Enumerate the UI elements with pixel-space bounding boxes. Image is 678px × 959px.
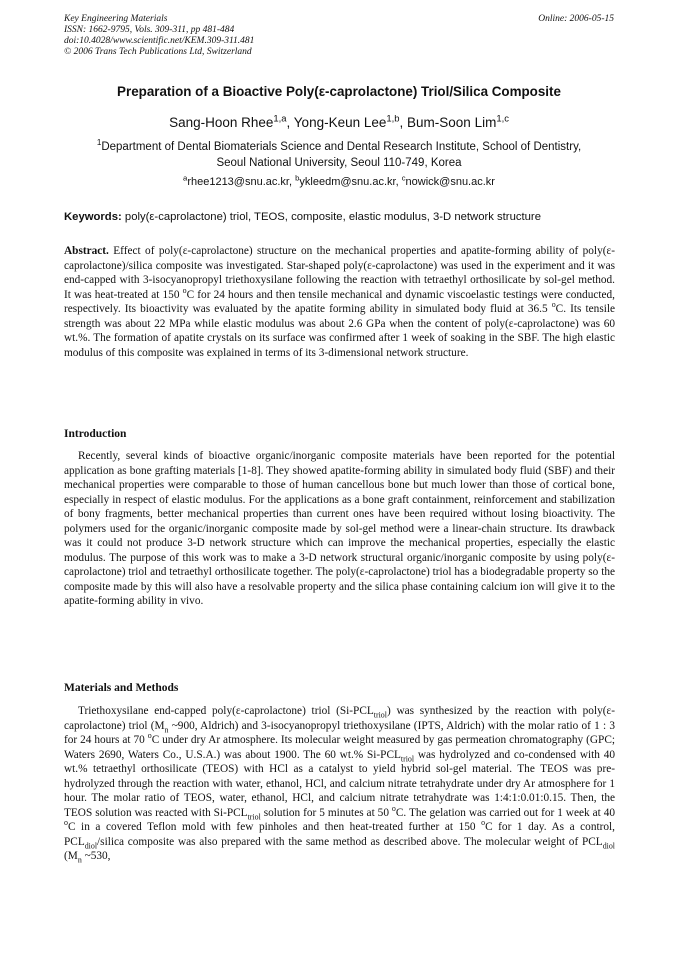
abstract-text: C. Its tensile strength was about 22 MPa while elastic modulus was about 2.6 GPa when the content of poly(ε-caprolactone) was 60 wt.%. The formation of apatite crystals on its surface was confirmed after 1 week of soaking in the SBF. The high elastic modulus of this composite was explained in terms of its 3-dimensional network structure. <box>64 303 616 359</box>
email-link[interactable]: rhee1213@snu.ac.kr <box>187 176 289 188</box>
methods-span: (M <box>64 850 78 862</box>
email-link[interactable]: ykleedm@snu.ac.kr <box>299 176 396 188</box>
keywords-label: Keywords: <box>64 211 122 223</box>
affiliation <box>60 139 618 171</box>
degree-sup: o <box>147 731 152 741</box>
email-list: $^a$rhee1213@snu.ac.kr, $^b$ykleedm@snu.ac.kr, $^c$nowick@snu.ac.kr <box>183 173 495 188</box>
abstract-text: C for 24 hours and then tensile mechanical and dynamic viscoelastic testings were conducted, respectively. Its bioactivity was evaluated by the apatite forming ability in simulated body fluid at 36.5 <box>64 288 615 315</box>
email-sup: b <box>295 173 300 183</box>
copyright-line: © 2006 Trans Tech Publications Ltd, Switzerland <box>64 47 252 57</box>
keywords-text: poly(ε-caprolactone) triol, TEOS, composite, elastic modulus, 3-D network structure <box>124 211 541 223</box>
subscript: triol <box>400 753 415 763</box>
methods-span: C. The gelation was carried out for 1 week at 40 <box>395 806 616 819</box>
online-date: Online: 2006-05-15 <box>538 14 614 24</box>
introduction-text: Recently, several kinds of bioactive organic/inorganic composite materials have been reported for the potential application as bone grafting materials [1-8]. They showed apatite-forming ability in simulated body fluid (SBF) and their mechanical properties were comparable to those of human cancellous bone but much lower than those of cortical bone, especially in respect of elastic modulus. For the applications as a bone graft containment, reinforcement and stabilization of bony fragments, better mechanical properties than current ones have been required without losing bioactivity. The polymers used for the organic/inorganic composite made by sol-gel method were a linear-chain structure. Its drawback was it could not produce 3-D network structure which can improve the mechanical properties, especially the elastic modulus. The purpose of this work was to make a 3-D network structural organic/inorganic composite by using poly(ε-caprolactone) triol and tetraethyl orthosilicate together. The poly(ε-caprolactone) triol has a biodegradable property so the composite made by this will also have a resolvable property and the silica phase containing calcium ion will give it to the apatite-forming ability in vivo. <box>64 450 615 607</box>
author-sup: 1,c <box>496 113 509 125</box>
subscript: diol <box>602 840 615 850</box>
methods-span: was hydrolyzed and co-condensed with 40 wt.% tetraethyl orthosilicate (TEOS) with HCl as a catalyst to yield hybrid sol-gel material. The TEOS was pre-hydrolyzed through the reaction with water, ethanol, HCl, and calcium nitrate tetrahydrate under dry Ar atmosphere for 1 hour. The molar ratio of TEOS, water, ethanol, HCl, and calcium nitrate tetrahydrate was 1:4:1:0.01:0.15. Then, the TEOS solution was reacted with Si-PCL <box>64 748 615 819</box>
subscript: triol <box>373 710 387 720</box>
methods-text <box>64 704 615 864</box>
degree-sup: o <box>64 818 68 828</box>
affiliation-line-1: Department of Dental Biomaterials Science and Dental Research Institute, School of Dentistry, <box>101 141 582 153</box>
paper-title: Preparation of a Bioactive Poly(ε-caprolactone) Triol/Silica Composite <box>117 84 561 99</box>
author-sup: 1,b <box>386 113 400 125</box>
abstract-label: Abstract. <box>64 245 109 257</box>
issn-line: ISSN: 1662-9795, Vols. 309-311, pp 481-484 <box>64 25 235 35</box>
email-sup: c <box>401 173 406 183</box>
author-name: Sang-Hoon Rhee <box>169 115 274 130</box>
methods-span: ~530, <box>81 850 111 862</box>
author-sup: 1,a <box>273 113 287 125</box>
doi-line: doi:10.4028/www.scientific.net/KEM.309-311.481 <box>64 36 255 46</box>
methods-span: ) was synthesized by the reaction with poly(ε-caprolactone) triol (M <box>64 705 616 732</box>
running-header <box>64 14 614 58</box>
degree-sup: o <box>551 300 556 310</box>
methods-span: C in a covered Teflon mold with few pinholes and then heat-treated further at 150 <box>67 821 482 833</box>
subscript: triol <box>247 811 261 821</box>
methods-span: Triethoxysilane end-capped poly(ε-caprolactone) triol (Si-PCL <box>78 705 374 717</box>
degree-sup: o <box>481 818 486 828</box>
section-heading-introduction: Introduction <box>64 428 127 440</box>
subscript: diol <box>84 840 98 850</box>
methods-span: /silica composite was also prepared with the same method as described above. The molecular weight of PCL <box>97 835 603 848</box>
degree-sup: o <box>182 285 187 295</box>
author-name: Yong-Keun Lee <box>293 115 387 130</box>
affiliation-sup: 1 <box>96 138 102 148</box>
author-list: Sang-Hoon Rhee$^{1,a}$, Yong-Keun Lee$^{1,b}$, Bum-Soon Lim$^{1,c}$ <box>169 113 509 130</box>
abstract-text: Effect of poly(ε-caprolactone) structure on the mechanical properties and apatite-forming ability of poly(ε-caprolactone)/silica composite was investigated. Star-shaped poly(ε-caprolactone) was used in the experiment and it was end-capped with 3-isocyanopropyl triethoxysilane following the reaction with tetraethyl orthosilicate by sol-gel method. It was heat-treated at 150 <box>64 245 615 301</box>
methods-span: ~900, Aldrich) and 3-isocyanopropyl triethoxysilane (IPTS, Aldrich) with the molar ratio of 1 : 3 for 24 hours at 70 <box>64 719 615 746</box>
subscript: n <box>164 724 169 734</box>
author-name: Bum-Soon Lim <box>407 115 497 130</box>
email-sup: a <box>183 173 188 183</box>
journal-name: Key Engineering Materials <box>64 14 168 24</box>
email-link[interactable]: nowick@snu.ac.kr <box>405 176 495 188</box>
section-heading-methods: Materials and Methods <box>64 682 179 694</box>
methods-span: C for 1 day. As a control, PCL <box>64 821 615 848</box>
keywords <box>64 211 628 223</box>
subscript: n <box>77 855 82 865</box>
degree-sup: o <box>391 803 396 813</box>
methods-span: C under dry Ar atmosphere. Its molecular weight measured by gas permeation chromatography (GPC; Waters 2690, Waters Co., U.S.A.) was about 1900. The 60 wt.% Si-PCL <box>64 734 615 761</box>
methods-span: solution for 5 minutes at 50 <box>260 806 392 819</box>
abstract <box>64 244 615 360</box>
affiliation-line-2: Seoul National University, Seoul 110-749, Korea <box>216 157 462 169</box>
